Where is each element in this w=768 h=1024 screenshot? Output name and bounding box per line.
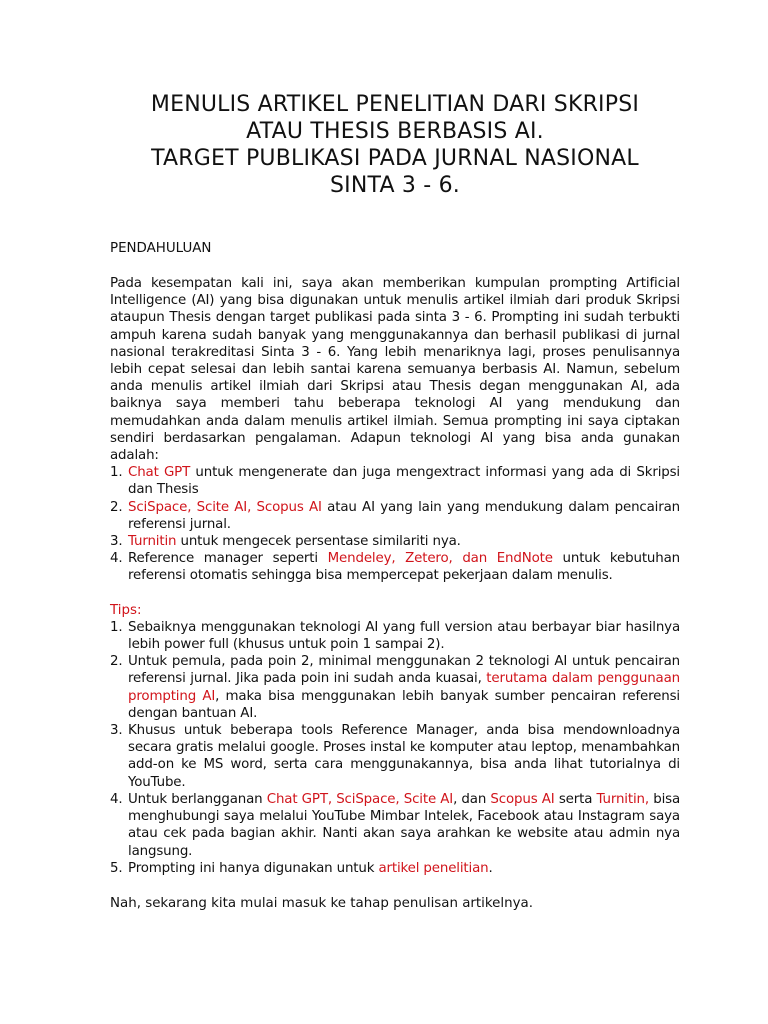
list-item — [110, 722, 680, 791]
item-text-pre: Prompting ini hanya digunakan untuk — [128, 860, 379, 876]
list-item — [110, 533, 680, 550]
item-text-post: , maka bisa menggunakan lebih banyak sumber pencairan referensi dengan bantuan AI. — [128, 688, 680, 721]
highlight-text: Turnitin, — [596, 791, 649, 807]
title-line-1: MENULIS ARTIKEL PENELITIAN DARI SKRIPSI — [150, 92, 640, 117]
tips-list — [110, 619, 680, 877]
title-line-3: TARGET PUBLIKASI PADA JURNAL NASIONAL — [151, 146, 639, 171]
item-text-pre: Untuk pemula, pada poin 2, minimal menggunakan 2 teknologi AI untuk pencairan referensi jurnal. Jika pada poin ini sudah anda kuasai, — [128, 654, 680, 687]
list-number: 1. — [110, 465, 123, 481]
list-item — [110, 464, 680, 498]
document-title — [110, 0, 680, 199]
title-line-2: ATAU THESIS BERBASIS AI. — [246, 119, 544, 144]
highlight-text: Scopus AI — [490, 791, 555, 807]
list-item — [110, 550, 680, 584]
tech-list — [110, 464, 680, 584]
item-text-mid: , dan — [453, 791, 491, 807]
list-number: 4. — [110, 791, 123, 807]
intro-paragraph: Pada kesempatan kali ini, saya akan memberikan kumpulan prompting Artificial Intelligence (AI) yang bisa digunakan untuk menulis artikel ilmiah dari produk Skripsi ataupun Thesis dengan target publikasi pada sinta 3 - 6. Prompting ini sudah terbukti ampuh karena sudah banyak yang menggunakannya dan berhasil publikasi di jurnal nasional terakreditasi Sinta 3 - 6. Yang lebih menariknya lagi, proses penulisannya lebih cepat selesai dan lebih santai karena semuanya berbasis AI. Namun, sebelum anda menulis artikel ilmiah dari Skripsi atau Thesis degan menggunakan AI, ada baiknya saya memberi tahu beberapa teknologi AI yang mendukung dan memudahkan anda dalam menulis artikel ilmiah. Semua prompting ini saya ciptakan sendiri berdasarkan pengalaman. Adapun teknologi AI yang bisa anda gunakan adalah: — [110, 276, 680, 464]
highlight-text: Mendeley, Zetero, dan EndNote — [327, 551, 553, 567]
list-number: 3. — [110, 723, 123, 739]
item-text: Khusus untuk beberapa tools Reference Manager, anda bisa mendownloadnya secara gratis melalui google. Proses instal ke komputer atau leptop, menambahkan add-on ke MS word, serta cara menggunakannya, bisa anda lihat tutorialnya di YouTube. — [128, 723, 680, 790]
closing-paragraph: Nah, sekarang kita mulai masuk ke tahap penulisan artikelnya. — [110, 895, 534, 911]
title-line-4: SINTA 3 - 6. — [330, 173, 460, 198]
highlight-text: terutama dalam penggunaan prompting AI — [128, 671, 680, 704]
highlight-text: Chat GPT — [128, 465, 191, 481]
list-item — [110, 619, 680, 653]
list-number: 2. — [110, 654, 123, 670]
list-number: 3. — [110, 534, 123, 550]
list-number: 2. — [110, 499, 123, 515]
item-text-mid: serta — [554, 791, 597, 807]
list-item — [110, 499, 680, 533]
highlight-text: artikel penelitian — [378, 860, 489, 876]
list-item — [110, 653, 680, 722]
item-text-post: bisa menghubungi saya melalui YouTube Mimbar Intelek, Facebook atau Instagram saya atau cek pada bagian akhir. Nanti akan saya arahkan ke website atau admin nya langsung. — [128, 791, 681, 859]
highlight-text: Turnitin — [128, 534, 177, 550]
section-heading: PENDAHULUAN — [110, 241, 212, 256]
item-text-pre: Reference manager seperti — [128, 551, 328, 567]
highlight-text: SciSpace, Scite AI, Scopus AI — [128, 499, 322, 515]
item-text: untuk kebutuhan referensi otomatis sehingga bisa mempercepat pekerjaan dalam menulis. — [128, 551, 680, 584]
list-number: 1. — [110, 619, 123, 635]
item-text: atau AI yang lain yang mendukung dalam pencairan referensi jurnal. — [128, 499, 680, 532]
item-text: Sebaiknya menggunakan teknologi AI yang full version atau berbayar biar hasilnya lebih power full (khusus untuk poin 1 sampai 2). — [128, 619, 680, 653]
item-text-pre: Untuk berlangganan — [128, 791, 267, 807]
highlight-text: Chat GPT, SciSpace, Scite AI — [266, 791, 454, 807]
item-text-post: . — [488, 860, 493, 876]
list-item — [110, 791, 680, 860]
list-item — [110, 860, 680, 877]
item-text: untuk mengecek persentase similariti nya. — [176, 534, 461, 550]
list-number: 4. — [110, 551, 123, 567]
tips-label: Tips: — [110, 602, 142, 618]
item-text: untuk mengenerate dan juga mengextract informasi yang ada di Skripsi dan Thesis — [128, 465, 681, 498]
list-number: 5. — [110, 860, 123, 876]
